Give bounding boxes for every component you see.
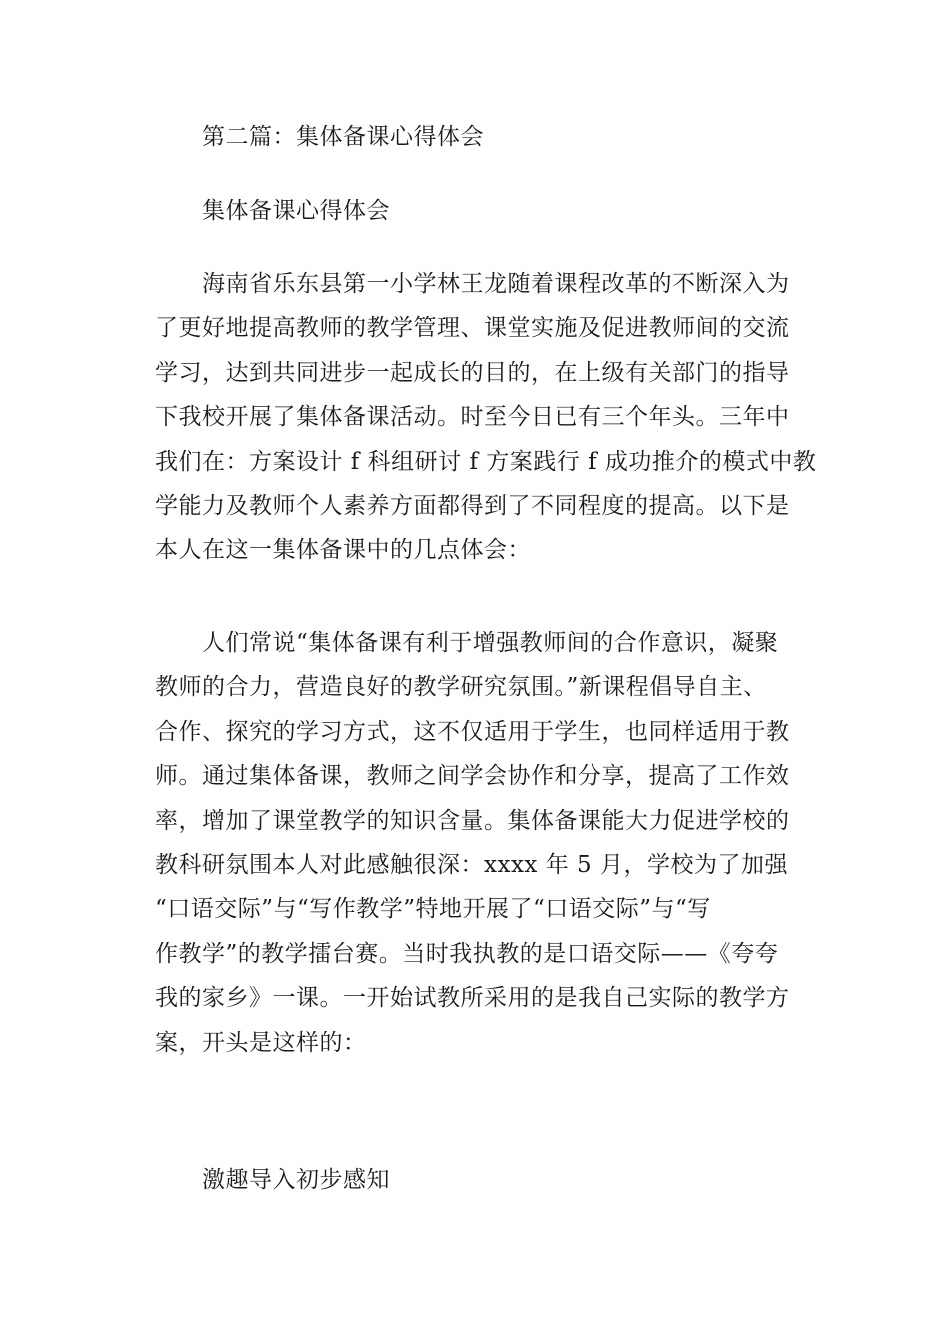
paragraph-2 [155,621,810,1065]
paragraph-2-line: 案，开头是这样的： [155,1029,367,1056]
paragraph-2-line: 率，增加了课堂教学的知识含量。集体备课能大力促进学校的 [155,807,790,834]
paragraph-2-line: 合作、探究的学习方式，这不仅适用于学生，也同样适用于教 [155,718,790,745]
paragraph-1-line: 下我校开展了集体备课活动。时至今日已有三个年头。三年中 [155,404,790,431]
paragraph-1-line: 学能力及教师个人素养方面都得到了不同程度的提高。以下是 [155,493,790,520]
paragraph-2-line: 我的家乡》一课。一开始试教所采用的是我自己实际的教学方 [155,985,790,1012]
document-title [155,189,810,233]
paragraph-2-line: 教科研氛围本人对此感触很深：xxxx 年 5 月，学校为了加强 [155,852,788,879]
document-title-text: 集体备课心得体会 [202,198,390,224]
subheading-text: 激趣导入初步感知 [202,1167,390,1193]
section-heading [155,115,810,159]
paragraph-1 [155,262,817,573]
paragraph-2-line: 人们常说“集体备课有利于增强教师间的合作意识，凝聚 [202,630,779,656]
paragraph-1-line: 我们在：方案设计 f 科组研讨 f 方案践行 f 成功推介的模式中教 [155,448,817,475]
paragraph-1-line: 本人在这一集体备课中的几点体会： [155,537,531,564]
paragraph-1-line: 海南省乐东县第一小学林王龙随着课程改革的不断深入为 [202,271,790,297]
section-heading-text: 第二篇：集体备课心得体会 [202,124,484,150]
paragraph-2-line: “口语交际”与“写作教学”特地开展了“口语交际”与“写 [155,896,711,923]
paragraph-2-line: 教师的合力，营造良好的教学研究氛围。”新课程倡导自主、 [155,674,767,701]
subheading [155,1158,810,1202]
paragraph-1-line: 学习，达到共同进步一起成长的目的，在上级有关部门的指导 [155,359,790,386]
paragraph-1-line: 了更好地提高教师的教学管理、课堂实施及促进教师间的交流 [155,315,790,342]
paragraph-2-line: 师。通过集体备课，教师之间学会协作和分享，提高了工作效 [155,763,790,790]
paragraph-2-line: 作教学”的教学擂台赛。当时我执教的是口语交际——《夸夸 [155,940,779,967]
